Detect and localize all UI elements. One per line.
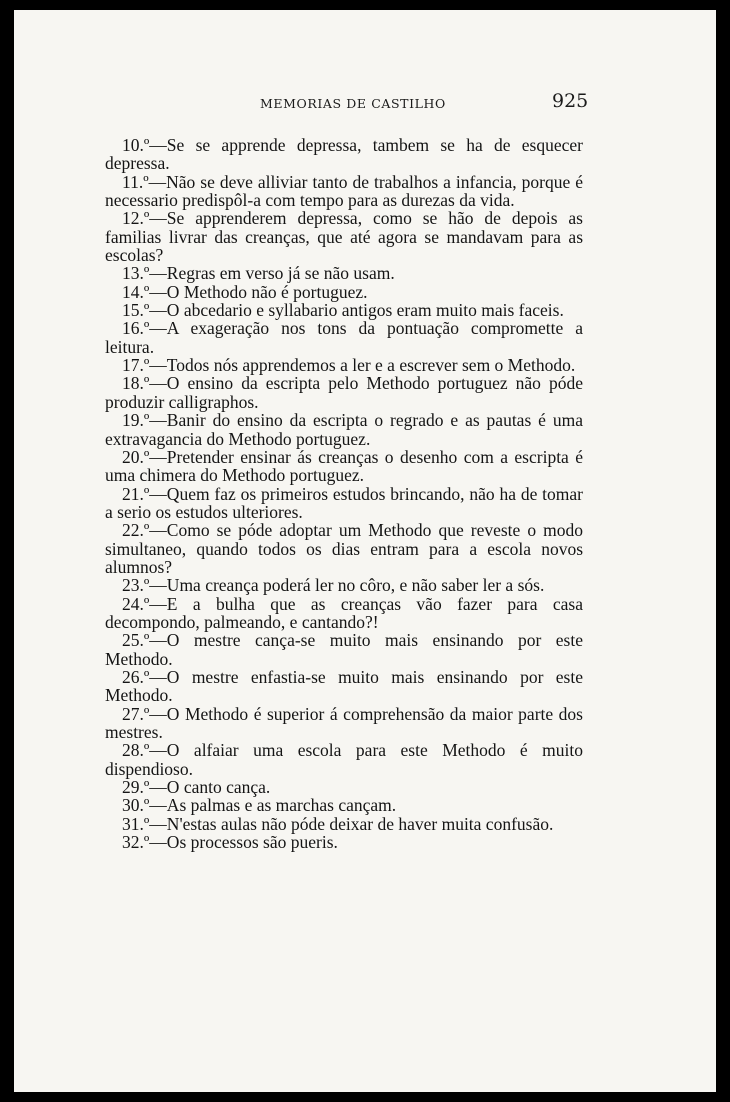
objection-10: 10.º—Se se apprende depressa, tambem se ha de esquecer depressa. (105, 135, 583, 174)
objection-29: 29.º—O canto cança. (122, 777, 271, 798)
running-title: MEMORIAS DE CASTILHO (260, 96, 446, 111)
objection-13: 13.º—Regras em verso já se não usam. (122, 263, 395, 284)
objection-19: 19.º—Banir do ensino da escripta o regrado e as pautas é uma extravagancia do Methodo portuguez. (105, 410, 583, 449)
page-number: 925 (552, 90, 589, 112)
objection-20: 20.º—Pretender ensinar ás creanças o desenho com a escripta é uma chimera do Methodo portuguez. (105, 446, 583, 486)
objection-22: 22.º—Como se póde adoptar um Methodo que reveste o modo simultaneo, quando todos os dias entram para a escola novos alumnos? (105, 520, 583, 577)
running-head (14, 90, 716, 120)
book-page (14, 10, 716, 1092)
objection-list (105, 136, 583, 851)
objection-26: 26.º—O mestre enfastia-se muito mais ensinando por este Methodo. (105, 666, 583, 706)
objection-11: 11.º—Não se deve alliviar tanto de trabalhos a infancia, porque é necessario predispôl-a com tempo para as durezas da vida. (105, 171, 583, 211)
objection-16: 16.º—A exageração nos tons da pontuação compromette a leitura. (105, 318, 583, 357)
objection-21: 21.º—Quem faz os primeiros estudos brincando, não ha de tomar a serio os estudos ulteriores. (105, 483, 583, 522)
objection-23: 23.º—Uma creança poderá ler no côro, e não saber ler a sós. (122, 575, 545, 596)
objection-14: 14.º—O Methodo não é portuguez. (122, 281, 368, 302)
objection-18: 18.º—O ensino da escripta pelo Methodo portuguez não póde produzir calligraphos. (105, 373, 583, 412)
objection-25: 25.º—O mestre cança-se muito mais ensinando por este Methodo. (105, 630, 583, 669)
objection-31: 31.º—N'estas aulas não póde deixar de haver muita confusão. (122, 813, 554, 834)
objection-30: 30.º—As palmas e as marchas cançam. (122, 795, 397, 816)
objection-12: 12.º—Se apprenderem depressa, como se hão de depois as familias livrar das creanças, que até agora se mandavam para as escolas? (105, 208, 583, 266)
objection-27: 27.º—O Methodo é superior á comprehensão da maior parte dos mestres. (105, 703, 583, 742)
objection-17: 17.º—Todos nós apprendemos a ler e a escrever sem o Methodo. (122, 355, 576, 376)
objection-24: 24.º—E a bulha que as creanças vão fazer para casa decompondo, palmeando, e cantando?! (105, 593, 583, 632)
objection-32: 32.º—Os processos são pueris. (122, 832, 338, 853)
objection-28: 28.º—O alfaiar uma escola para este Methodo é muito dispendioso. (105, 740, 583, 779)
objection-15: 15.º—O abcedario e syllabario antigos eram muito mais faceis. (122, 300, 564, 321)
